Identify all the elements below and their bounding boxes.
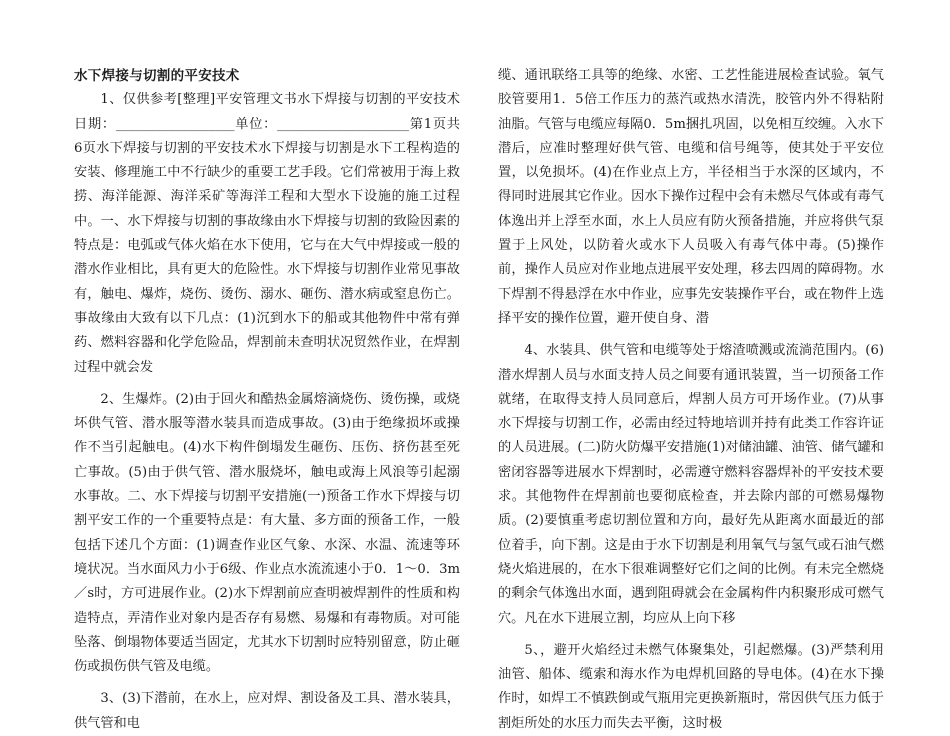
paragraph-5: 5、，避开火焰经过未燃气体聚集处，引起燃爆。(3)严禁利用油管、船体、缆索和海水作为电焊机回路的导电体。(4)在水下操作时，如焊工不慎跌倒或气瓶用完更换新瓶时，常因供气压力低于割炬所处的水压力而失去平衡，这时极 bbox=[498, 642, 884, 731]
paragraph-4: 4、水装具、供气管和电缆等处于熔渣喷溅或流淌范围内。(6)潜水焊割人员与水面支持人员之间要有通讯装置，当一切预备工作就绪，在取得支持人员同意后，焊割人员方可开场作业。(7)从事水下焊接与切割工作，必需由经过特地培训并持有此类工作容许证的人员进展。(二)防火防爆平安措施(1)对储油罐、油管、储气罐和密闭容器等进展水下焊割时，必需遵守燃料容器焊补的平安技术要求。其他物件在焊割前也要彻底检查，并去除内部的可燃易爆物质。(2)要慎重考虑切割位置和方向，最好先从距离水面最近的部位着手，向下割。这是由于水下切割是利用氧气与氢气或石油气燃烧火焰进展的，在水下很难调整好它们之间的比例。有未完全燃烧的剩余气体逸出水面，遇到阻碍就会在金属构件内积聚形成可燃气穴。凡在水下进展立割，均应从上向下移 bbox=[498, 343, 884, 626]
paragraph-1: 1、仅供参考[整理]平安管理文书水下焊接与切割的平安技术日期：__________________单位：____________________第1页共6页水下焊接与切割的平安技术水下焊接与切割是水下工程构造的安装、修理施工中不行缺少的重要工艺手段。它们常被用于海上救捞、海洋能源、海洋采矿等海洋工程和大型水下设施的施工过程中。一、水下焊接与切割的事故缘由水下焊接与切割的致险因素的特点是：电弧或气体火焰在水下使用，它与在大气中焊接或一般的潜水作业相比，具有更大的危险性。水下焊接与切割作业常见事故有，触电、爆炸，烧伤、烫伤、溺水、砸伤、潜水病或窒息伤亡。事故缘由大致有以下几点：(1)沉到水下的船或其他物件中常有弹药、燃料容器和化学危险品，焊割前未查明状况贸然作业，在焊割过程中就会发 bbox=[74, 92, 460, 375]
right-column bbox=[498, 64, 884, 736]
paragraph-3-continued: 缆、通讯联络工具等的绝缘、水密、工艺性能进展检查试验。氧气胶管要用1．5倍工作压力的蒸汽或热水清洗，胶管内外不得粘附油脂。气管与电缆应每隔0．5m捆扎巩固，以免相互绞缠。入水下潜后，应准时整理好供气管、电缆和信号绳等，使其处于平安位置，以免损坏。(4)在作业点上方，半径相当于水深的区域内，不得同时进展其它作业。因水下操作过程中会有未燃尽气体或有毒气体逸出并上浮至水面，水上人员应有防火预备措施，并应将供气泵置于上风处，以防着火或水下人员吸入有毒气体中毒。(5)操作前，操作人员应对作业地点进展平安处理，移去四周的障碍物。水下焊割不得悬浮在水中作业，应事先安装操作平台，或在物件上选择平安的操作位置，避开使自身、潜 bbox=[498, 68, 884, 326]
document-title: 水下焊接与切割的平安技术 bbox=[74, 68, 240, 84]
left-column bbox=[74, 64, 460, 736]
paragraph-3: 3、(3)下潜前，在水上，应对焊、割设备及工具、潜水装具，供气管和电 bbox=[74, 691, 460, 731]
paragraph-2: 2、生爆炸。(2)由于回火和酷热金属熔滴烧伤、烫伤操，或烧坏供气管、潜水服等潜水装具而造成事故。(3)由于绝缘损坏或操作不当引起触电。(4)水下构件倒塌发生砸伤、压伤、挤伤甚至死亡事故。(5)由于供气管、潜水服烧坏，触电或海上风浪等引起溺水事故。二、水下焊接与切割平安措施(一)预备工作水下焊接与切割平安工作的一个重要特点是：有大量、多方面的预备工作，一般包括下述几个方面：(1)调查作业区气象、水深、水温、流速等环境状况。当水面风力小于6级、作业点水流流速小于0．1～0．3m／s时，方可进展作业。(2)水下焊割前应查明被焊割件的性质和构造特点，弄清作业对象内是否存有易燃、易爆和有毒物质。对可能坠落、倒塌物体要适当固定，尤其水下切割时应特别留意，防止砸伤或损伤供气管及电缆。 bbox=[74, 391, 460, 675]
